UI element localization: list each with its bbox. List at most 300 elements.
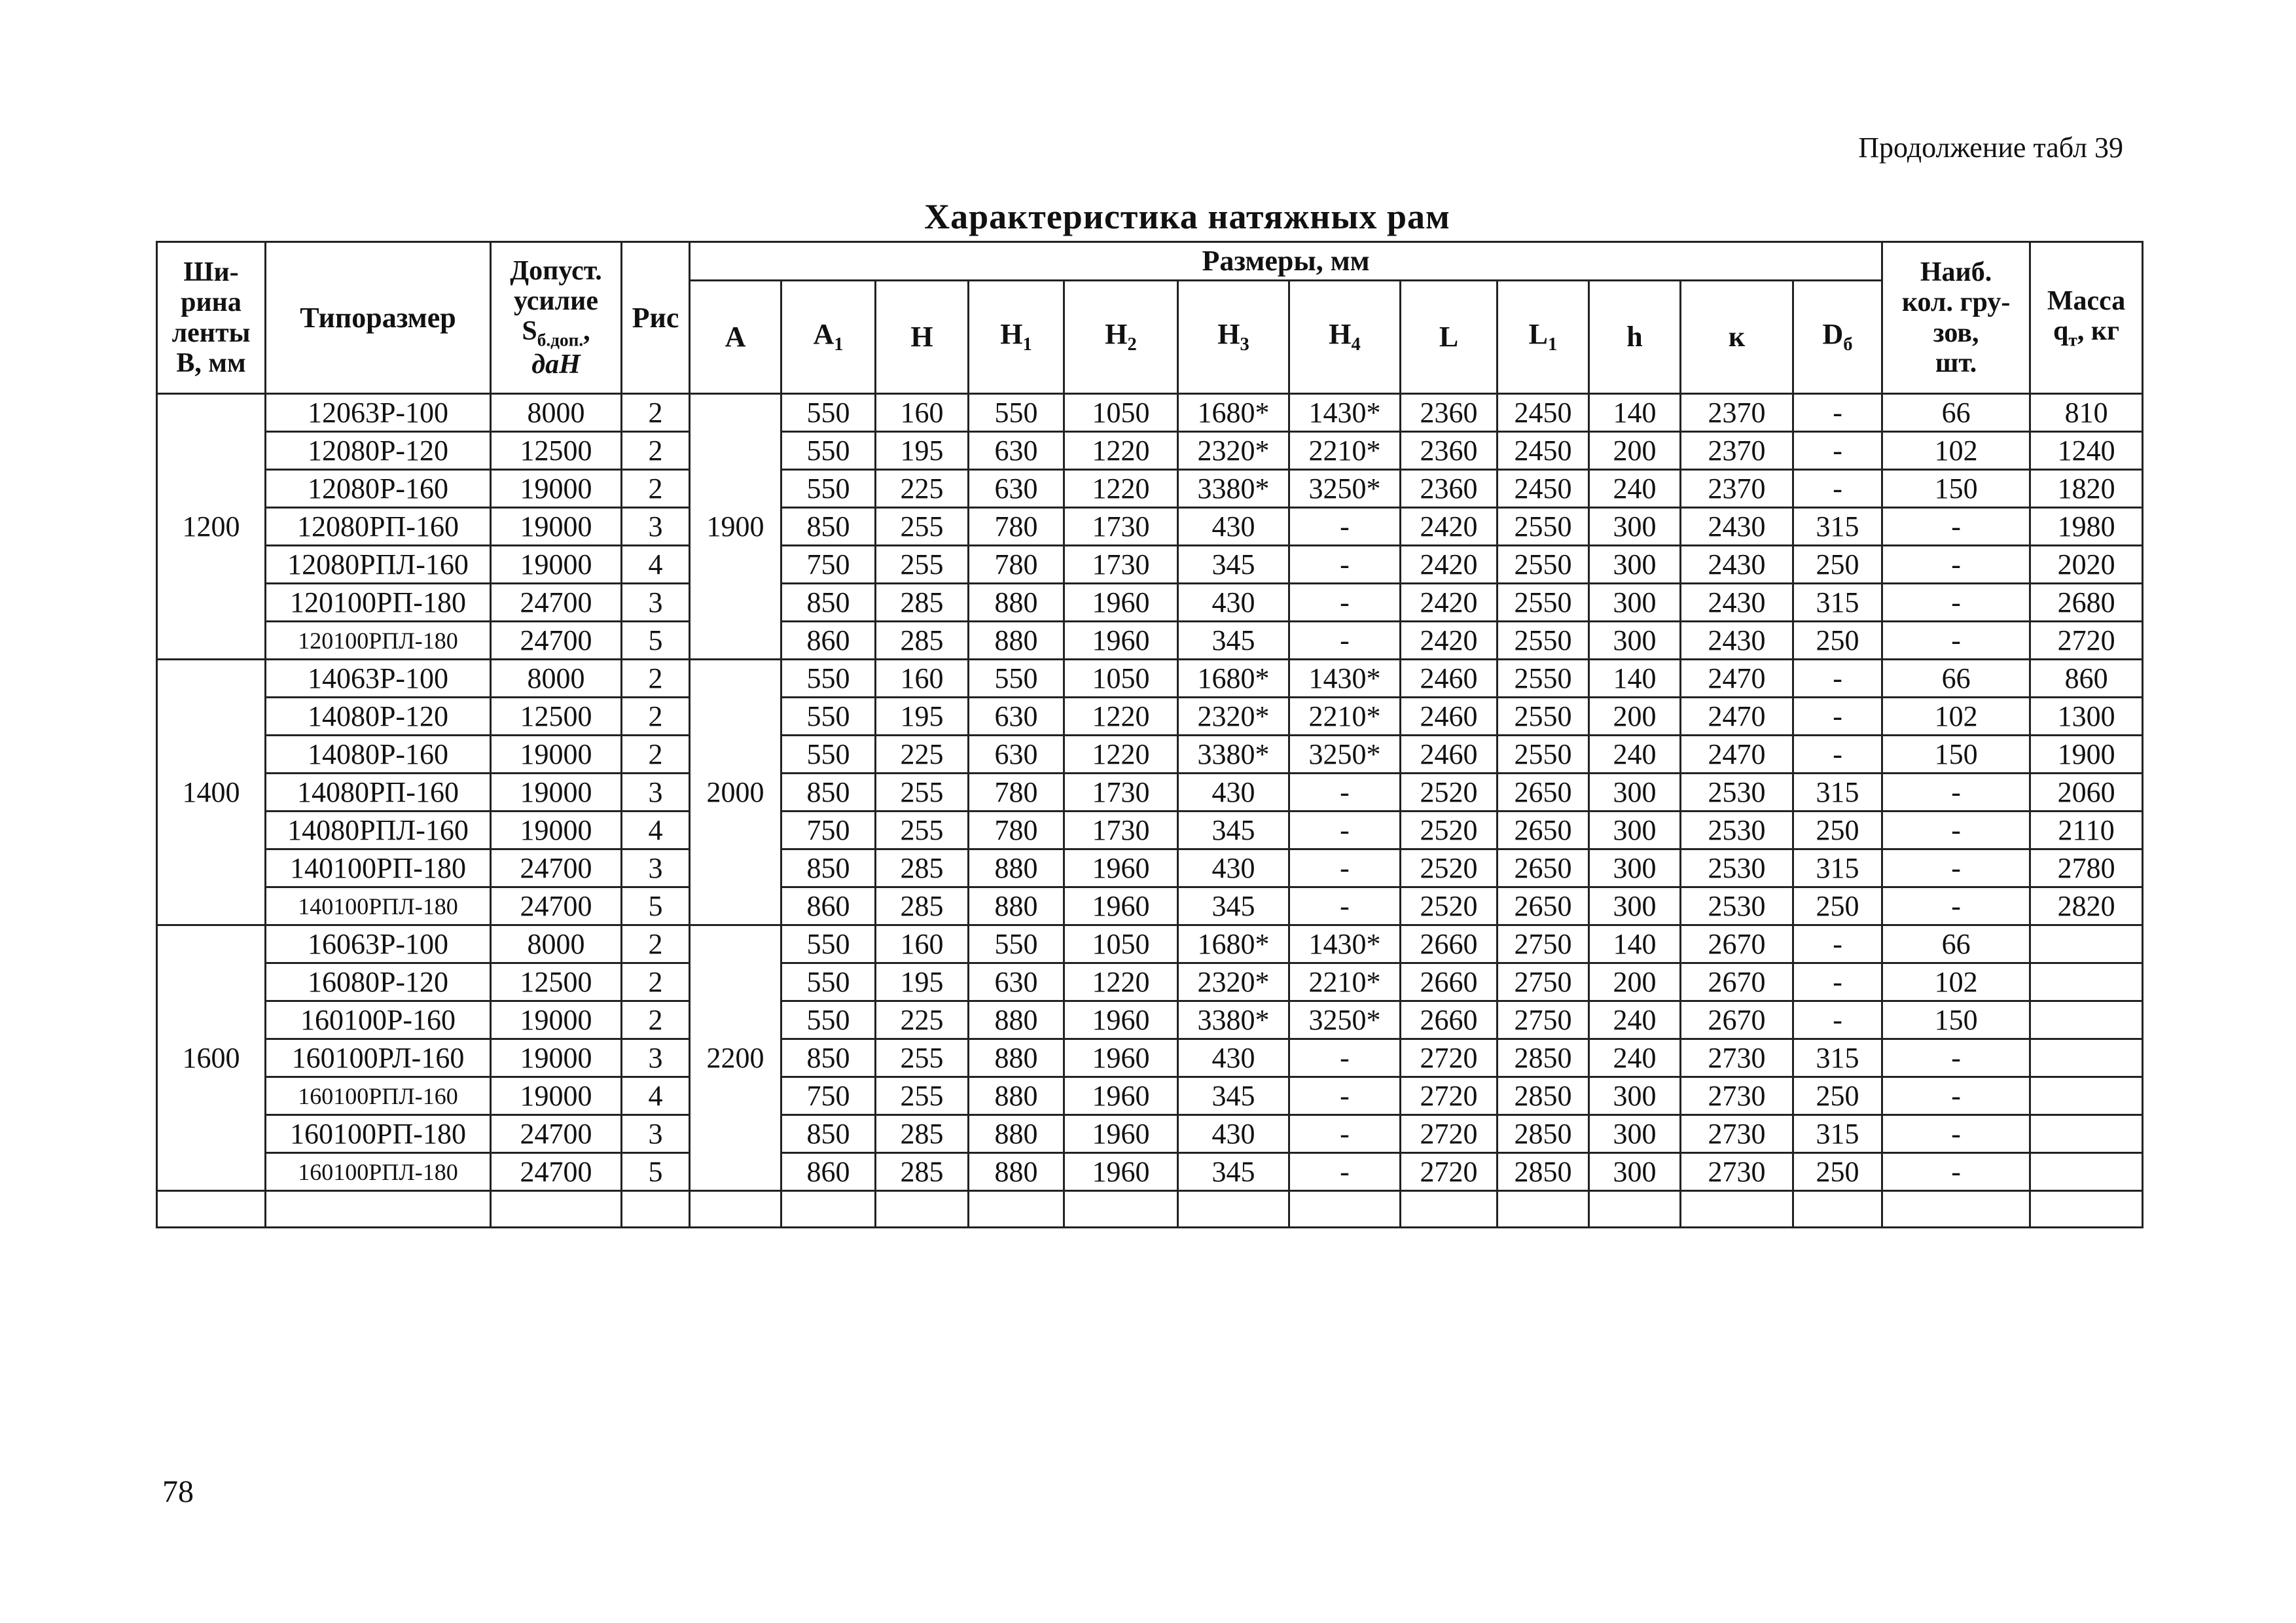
H2-cell: 1960 — [1064, 1001, 1178, 1039]
max-cell: - — [1882, 887, 2030, 925]
type-cell: 160100РПЛ-180 — [266, 1153, 491, 1191]
Db-cell: - — [1793, 963, 1882, 1001]
header-type — [266, 242, 491, 394]
blank-cell — [876, 1191, 969, 1228]
A1-cell: 850 — [781, 508, 876, 546]
force-cell: 19000 — [491, 546, 622, 584]
mass-cell: 1900 — [2030, 736, 2143, 774]
force-cell: 24700 — [491, 849, 622, 887]
max-cell: - — [1882, 622, 2030, 660]
table-row — [157, 812, 2143, 849]
L-cell: 2460 — [1401, 698, 1498, 736]
k-cell: 2370 — [1681, 432, 1793, 470]
type-cell: 140100РПЛ-180 — [266, 887, 491, 925]
H2-cell: 1050 — [1064, 394, 1178, 432]
blank-cell — [1401, 1191, 1498, 1228]
Db-cell: - — [1793, 698, 1882, 736]
type-cell: 14080РП-160 — [266, 774, 491, 812]
header-A1-base: A — [813, 317, 834, 350]
H-cell: 225 — [876, 470, 969, 508]
h-cell: 300 — [1589, 849, 1681, 887]
A1-cell: 860 — [781, 887, 876, 925]
force-cell: 24700 — [491, 1115, 622, 1153]
header-force — [491, 242, 622, 394]
k-cell: 2730 — [1681, 1115, 1793, 1153]
fig-cell: 3 — [622, 508, 690, 546]
L-cell: 2720 — [1401, 1153, 1498, 1191]
H4-cell: - — [1289, 812, 1401, 849]
header-h-label: h — [1626, 321, 1643, 353]
L1-cell: 2750 — [1498, 963, 1589, 1001]
H4-cell: - — [1289, 1153, 1401, 1191]
H2-cell: 1960 — [1064, 1077, 1178, 1115]
blank-cell — [622, 1191, 690, 1228]
table-row — [157, 394, 2143, 432]
type-cell: 16063Р-100 — [266, 925, 491, 963]
H1-cell: 880 — [969, 1039, 1064, 1077]
k-cell: 2670 — [1681, 963, 1793, 1001]
Db-cell: 315 — [1793, 508, 1882, 546]
force-cell: 19000 — [491, 1039, 622, 1077]
L1-cell: 2650 — [1498, 887, 1589, 925]
fig-cell: 4 — [622, 1077, 690, 1115]
header-L1 — [1498, 281, 1589, 394]
table-row — [157, 622, 2143, 660]
H2-cell: 1220 — [1064, 963, 1178, 1001]
k-cell: 2730 — [1681, 1039, 1793, 1077]
L-cell: 2420 — [1401, 584, 1498, 622]
h-cell: 140 — [1589, 925, 1681, 963]
L1-cell: 2550 — [1498, 546, 1589, 584]
A1-cell: 550 — [781, 736, 876, 774]
force-cell: 19000 — [491, 1077, 622, 1115]
H1-cell: 880 — [969, 1001, 1064, 1039]
max-cell: - — [1882, 774, 2030, 812]
h-cell: 300 — [1589, 584, 1681, 622]
header-force-line: Допуст. — [510, 255, 602, 286]
max-cell: - — [1882, 508, 2030, 546]
h-cell: 240 — [1589, 470, 1681, 508]
table-row — [157, 1153, 2143, 1191]
header-H1-sub: 1 — [1022, 334, 1032, 355]
H2-cell: 1960 — [1064, 584, 1178, 622]
H3-cell: 3380* — [1178, 1001, 1289, 1039]
L1-cell: 2450 — [1498, 394, 1589, 432]
max-cell: - — [1882, 812, 2030, 849]
h-cell: 140 — [1589, 394, 1681, 432]
header-width-line: В, мм — [176, 348, 246, 378]
fig-cell: 3 — [622, 584, 690, 622]
H-cell: 195 — [876, 698, 969, 736]
header-A-label: A — [725, 321, 746, 353]
H1-cell: 780 — [969, 546, 1064, 584]
H3-cell: 430 — [1178, 508, 1289, 546]
header-A — [690, 281, 781, 394]
table-row — [157, 887, 2143, 925]
H4-cell: 1430* — [1289, 925, 1401, 963]
header-H1-base: H — [1000, 317, 1023, 350]
fig-cell: 4 — [622, 546, 690, 584]
table-row — [157, 849, 2143, 887]
H-cell: 255 — [876, 1077, 969, 1115]
mass-cell — [2030, 1039, 2143, 1077]
table-row — [157, 660, 2143, 698]
fig-cell: 5 — [622, 1153, 690, 1191]
H3-cell: 345 — [1178, 887, 1289, 925]
H3-cell: 345 — [1178, 622, 1289, 660]
header-dimensions-label: Размеры, мм — [1202, 245, 1370, 277]
type-cell: 14080Р-120 — [266, 698, 491, 736]
h-cell: 300 — [1589, 508, 1681, 546]
fig-cell: 2 — [622, 432, 690, 470]
H-cell: 255 — [876, 1039, 969, 1077]
Db-cell: 315 — [1793, 849, 1882, 887]
H1-cell: 630 — [969, 470, 1064, 508]
blank-cell — [1289, 1191, 1401, 1228]
force-cell: 12500 — [491, 963, 622, 1001]
header-force-comma: , — [583, 315, 590, 346]
h-cell: 300 — [1589, 1115, 1681, 1153]
table-row — [157, 432, 2143, 470]
L-cell: 2360 — [1401, 394, 1498, 432]
H-cell: 285 — [876, 622, 969, 660]
header-H4-base: H — [1329, 317, 1352, 350]
mass-cell: 2820 — [2030, 887, 2143, 925]
h-cell: 300 — [1589, 1077, 1681, 1115]
H2-cell: 1050 — [1064, 660, 1178, 698]
type-cell: 160100РПЛ-160 — [266, 1077, 491, 1115]
type-cell: 14080РПЛ-160 — [266, 812, 491, 849]
mass-cell: 1300 — [2030, 698, 2143, 736]
max-cell: 102 — [1882, 432, 2030, 470]
H1-cell: 550 — [969, 925, 1064, 963]
L1-cell: 2550 — [1498, 622, 1589, 660]
h-cell: 140 — [1589, 660, 1681, 698]
Db-cell: - — [1793, 432, 1882, 470]
mass-cell: 1240 — [2030, 432, 2143, 470]
table-row — [157, 546, 2143, 584]
table-body — [157, 394, 2143, 1228]
k-cell: 2430 — [1681, 508, 1793, 546]
H1-cell: 630 — [969, 432, 1064, 470]
fig-cell: 3 — [622, 1115, 690, 1153]
H1-cell: 880 — [969, 1077, 1064, 1115]
mass-cell — [2030, 925, 2143, 963]
H2-cell: 1960 — [1064, 622, 1178, 660]
H2-cell: 1960 — [1064, 1115, 1178, 1153]
A1-cell: 850 — [781, 849, 876, 887]
L-cell: 2460 — [1401, 736, 1498, 774]
header-mass-line: Масса — [2047, 285, 2126, 316]
H1-cell: 880 — [969, 887, 1064, 925]
L-cell: 2520 — [1401, 812, 1498, 849]
table-row — [157, 774, 2143, 812]
table-row — [157, 736, 2143, 774]
type-cell: 120100РП-180 — [266, 584, 491, 622]
Db-cell: - — [1793, 925, 1882, 963]
force-cell: 24700 — [491, 584, 622, 622]
H4-cell: - — [1289, 1115, 1401, 1153]
H4-cell: - — [1289, 887, 1401, 925]
header-H1 — [969, 281, 1064, 394]
type-cell: 12080Р-160 — [266, 470, 491, 508]
H4-cell: - — [1289, 849, 1401, 887]
fig-cell: 2 — [622, 698, 690, 736]
header-L — [1401, 281, 1498, 394]
max-cell: - — [1882, 584, 2030, 622]
blank-cell — [2030, 1191, 2143, 1228]
header-force-subscript: б.доп. — [537, 330, 584, 350]
type-cell: 160100РП-180 — [266, 1115, 491, 1153]
max-cell: - — [1882, 546, 2030, 584]
h-cell: 200 — [1589, 963, 1681, 1001]
H1-cell: 880 — [969, 622, 1064, 660]
H3-cell: 2320* — [1178, 963, 1289, 1001]
H2-cell: 1960 — [1064, 887, 1178, 925]
header-H — [876, 281, 969, 394]
blank-cell — [1064, 1191, 1178, 1228]
Db-cell: 250 — [1793, 1077, 1882, 1115]
mass-cell: 2780 — [2030, 849, 2143, 887]
H-cell: 225 — [876, 736, 969, 774]
H-cell: 285 — [876, 849, 969, 887]
frames-table — [156, 241, 2144, 1228]
blank-cell — [690, 1191, 781, 1228]
L1-cell: 2650 — [1498, 812, 1589, 849]
k-cell: 2430 — [1681, 546, 1793, 584]
H3-cell: 3380* — [1178, 470, 1289, 508]
blank-cell — [969, 1191, 1064, 1228]
H3-cell: 3380* — [1178, 736, 1289, 774]
header-H3 — [1178, 281, 1289, 394]
k-cell: 2730 — [1681, 1077, 1793, 1115]
L1-cell: 2450 — [1498, 432, 1589, 470]
header-force-line: усилие — [514, 285, 598, 316]
belt-width-cell: 1400 — [157, 660, 266, 925]
mass-cell: 810 — [2030, 394, 2143, 432]
header-Db — [1793, 281, 1882, 394]
L1-cell: 2550 — [1498, 508, 1589, 546]
Db-cell: 250 — [1793, 1153, 1882, 1191]
max-cell: - — [1882, 1039, 2030, 1077]
header-L1-base: L — [1528, 317, 1549, 350]
H2-cell: 1730 — [1064, 774, 1178, 812]
k-cell: 2530 — [1681, 849, 1793, 887]
max-cell: - — [1882, 1077, 2030, 1115]
L-cell: 2520 — [1401, 887, 1498, 925]
table-row — [157, 508, 2143, 546]
H-cell: 285 — [876, 887, 969, 925]
h-cell: 300 — [1589, 1153, 1681, 1191]
H-cell: 195 — [876, 963, 969, 1001]
header-H2 — [1064, 281, 1178, 394]
table-title: Характеристика натяжных рам — [924, 197, 1450, 236]
header-L-label: L — [1439, 321, 1459, 353]
H4-cell: 2210* — [1289, 698, 1401, 736]
H4-cell: 3250* — [1289, 1001, 1401, 1039]
blank-cell — [266, 1191, 491, 1228]
header-L1-sub: 1 — [1548, 334, 1558, 355]
Db-cell: 250 — [1793, 622, 1882, 660]
header-k — [1681, 281, 1793, 394]
fig-cell: 5 — [622, 887, 690, 925]
fig-cell: 2 — [622, 963, 690, 1001]
mass-cell: 2020 — [2030, 546, 2143, 584]
max-cell: - — [1882, 1153, 2030, 1191]
max-cell: - — [1882, 849, 2030, 887]
H4-cell: - — [1289, 622, 1401, 660]
H1-cell: 880 — [969, 1153, 1064, 1191]
mass-cell — [2030, 1153, 2143, 1191]
fig-cell: 5 — [622, 622, 690, 660]
header-fig — [622, 242, 690, 394]
force-cell: 24700 — [491, 622, 622, 660]
A1-cell: 550 — [781, 660, 876, 698]
type-cell: 160100РЛ-160 — [266, 1039, 491, 1077]
k-cell: 2530 — [1681, 887, 1793, 925]
H-cell: 285 — [876, 1115, 969, 1153]
max-cell: 150 — [1882, 736, 2030, 774]
header-dimensions — [690, 242, 1882, 281]
header-H-label: H — [910, 321, 933, 353]
header-max-loads — [1882, 242, 2030, 394]
mass-cell: 2680 — [2030, 584, 2143, 622]
A1-cell: 550 — [781, 432, 876, 470]
H1-cell: 880 — [969, 584, 1064, 622]
H3-cell: 1680* — [1178, 394, 1289, 432]
header-max-line: Наиб. — [1920, 257, 1992, 288]
k-cell: 2430 — [1681, 622, 1793, 660]
H2-cell: 1050 — [1064, 925, 1178, 963]
Db-cell: 315 — [1793, 1115, 1882, 1153]
A1-cell: 860 — [781, 1153, 876, 1191]
blank-cell — [781, 1191, 876, 1228]
h-cell: 300 — [1589, 546, 1681, 584]
A1-cell: 750 — [781, 546, 876, 584]
H1-cell: 880 — [969, 849, 1064, 887]
A-cell: 2200 — [690, 925, 781, 1191]
fig-cell: 2 — [622, 470, 690, 508]
H3-cell: 2320* — [1178, 432, 1289, 470]
belt-width-cell: 1200 — [157, 394, 266, 660]
Db-cell: 250 — [1793, 887, 1882, 925]
A1-cell: 550 — [781, 925, 876, 963]
header-H4 — [1289, 281, 1401, 394]
L-cell: 2660 — [1401, 963, 1498, 1001]
force-cell: 12500 — [491, 698, 622, 736]
header-max-line: зов, — [1933, 317, 1979, 348]
H4-cell: - — [1289, 774, 1401, 812]
header-mass-unit: , кг — [2077, 315, 2120, 346]
h-cell: 300 — [1589, 812, 1681, 849]
L-cell: 2420 — [1401, 622, 1498, 660]
header-force-symbol: S — [522, 315, 537, 346]
force-cell: 12500 — [491, 432, 622, 470]
force-cell: 8000 — [491, 925, 622, 963]
L1-cell: 2550 — [1498, 584, 1589, 622]
L-cell: 2720 — [1401, 1039, 1498, 1077]
H4-cell: 3250* — [1289, 736, 1401, 774]
header-H2-base: H — [1105, 317, 1128, 350]
blank-cell — [1681, 1191, 1793, 1228]
type-cell: 14063Р-100 — [266, 660, 491, 698]
L1-cell: 2550 — [1498, 736, 1589, 774]
mass-cell: 1820 — [2030, 470, 2143, 508]
h-cell: 300 — [1589, 887, 1681, 925]
H-cell: 255 — [876, 508, 969, 546]
header-fig-label: Рис — [632, 301, 679, 334]
header-A1 — [781, 281, 876, 394]
Db-cell: - — [1793, 660, 1882, 698]
H2-cell: 1220 — [1064, 432, 1178, 470]
H-cell: 255 — [876, 546, 969, 584]
force-cell: 19000 — [491, 736, 622, 774]
L1-cell: 2650 — [1498, 774, 1589, 812]
A1-cell: 550 — [781, 698, 876, 736]
header-width-line: ленты — [171, 317, 251, 348]
k-cell: 2670 — [1681, 1001, 1793, 1039]
type-cell: 120100РПЛ-180 — [266, 622, 491, 660]
type-cell: 12080Р-120 — [266, 432, 491, 470]
table-row — [157, 584, 2143, 622]
A1-cell: 850 — [781, 1039, 876, 1077]
A-cell: 1900 — [690, 394, 781, 660]
max-cell: 66 — [1882, 925, 2030, 963]
L1-cell: 2550 — [1498, 660, 1589, 698]
k-cell: 2470 — [1681, 660, 1793, 698]
H2-cell: 1960 — [1064, 1039, 1178, 1077]
H4-cell: - — [1289, 508, 1401, 546]
mass-cell — [2030, 963, 2143, 1001]
header-mass — [2030, 242, 2143, 394]
H2-cell: 1730 — [1064, 812, 1178, 849]
H2-cell: 1220 — [1064, 470, 1178, 508]
force-cell: 19000 — [491, 508, 622, 546]
H-cell: 255 — [876, 812, 969, 849]
k-cell: 2370 — [1681, 394, 1793, 432]
type-cell: 16080Р-120 — [266, 963, 491, 1001]
L-cell: 2720 — [1401, 1115, 1498, 1153]
L1-cell: 2750 — [1498, 925, 1589, 963]
table-row — [157, 925, 2143, 963]
A1-cell: 550 — [781, 470, 876, 508]
H1-cell: 780 — [969, 812, 1064, 849]
page-number: 78 — [162, 1474, 194, 1509]
H4-cell: 2210* — [1289, 432, 1401, 470]
header-force-unit: даН — [531, 349, 581, 380]
h-cell: 300 — [1589, 622, 1681, 660]
belt-width-cell: 1600 — [157, 925, 266, 1191]
h-cell: 240 — [1589, 1039, 1681, 1077]
A1-cell: 750 — [781, 1077, 876, 1115]
H-cell: 195 — [876, 432, 969, 470]
H2-cell: 1960 — [1064, 849, 1178, 887]
L-cell: 2660 — [1401, 925, 1498, 963]
fig-cell: 4 — [622, 812, 690, 849]
h-cell: 240 — [1589, 1001, 1681, 1039]
A1-cell: 850 — [781, 774, 876, 812]
header-max-line: шт. — [1935, 348, 1977, 378]
type-cell: 12063Р-100 — [266, 394, 491, 432]
H4-cell: - — [1289, 1077, 1401, 1115]
fig-cell: 2 — [622, 736, 690, 774]
A1-cell: 550 — [781, 963, 876, 1001]
force-cell: 19000 — [491, 1001, 622, 1039]
k-cell: 2670 — [1681, 925, 1793, 963]
h-cell: 200 — [1589, 432, 1681, 470]
Db-cell: 315 — [1793, 1039, 1882, 1077]
max-cell: 102 — [1882, 963, 2030, 1001]
